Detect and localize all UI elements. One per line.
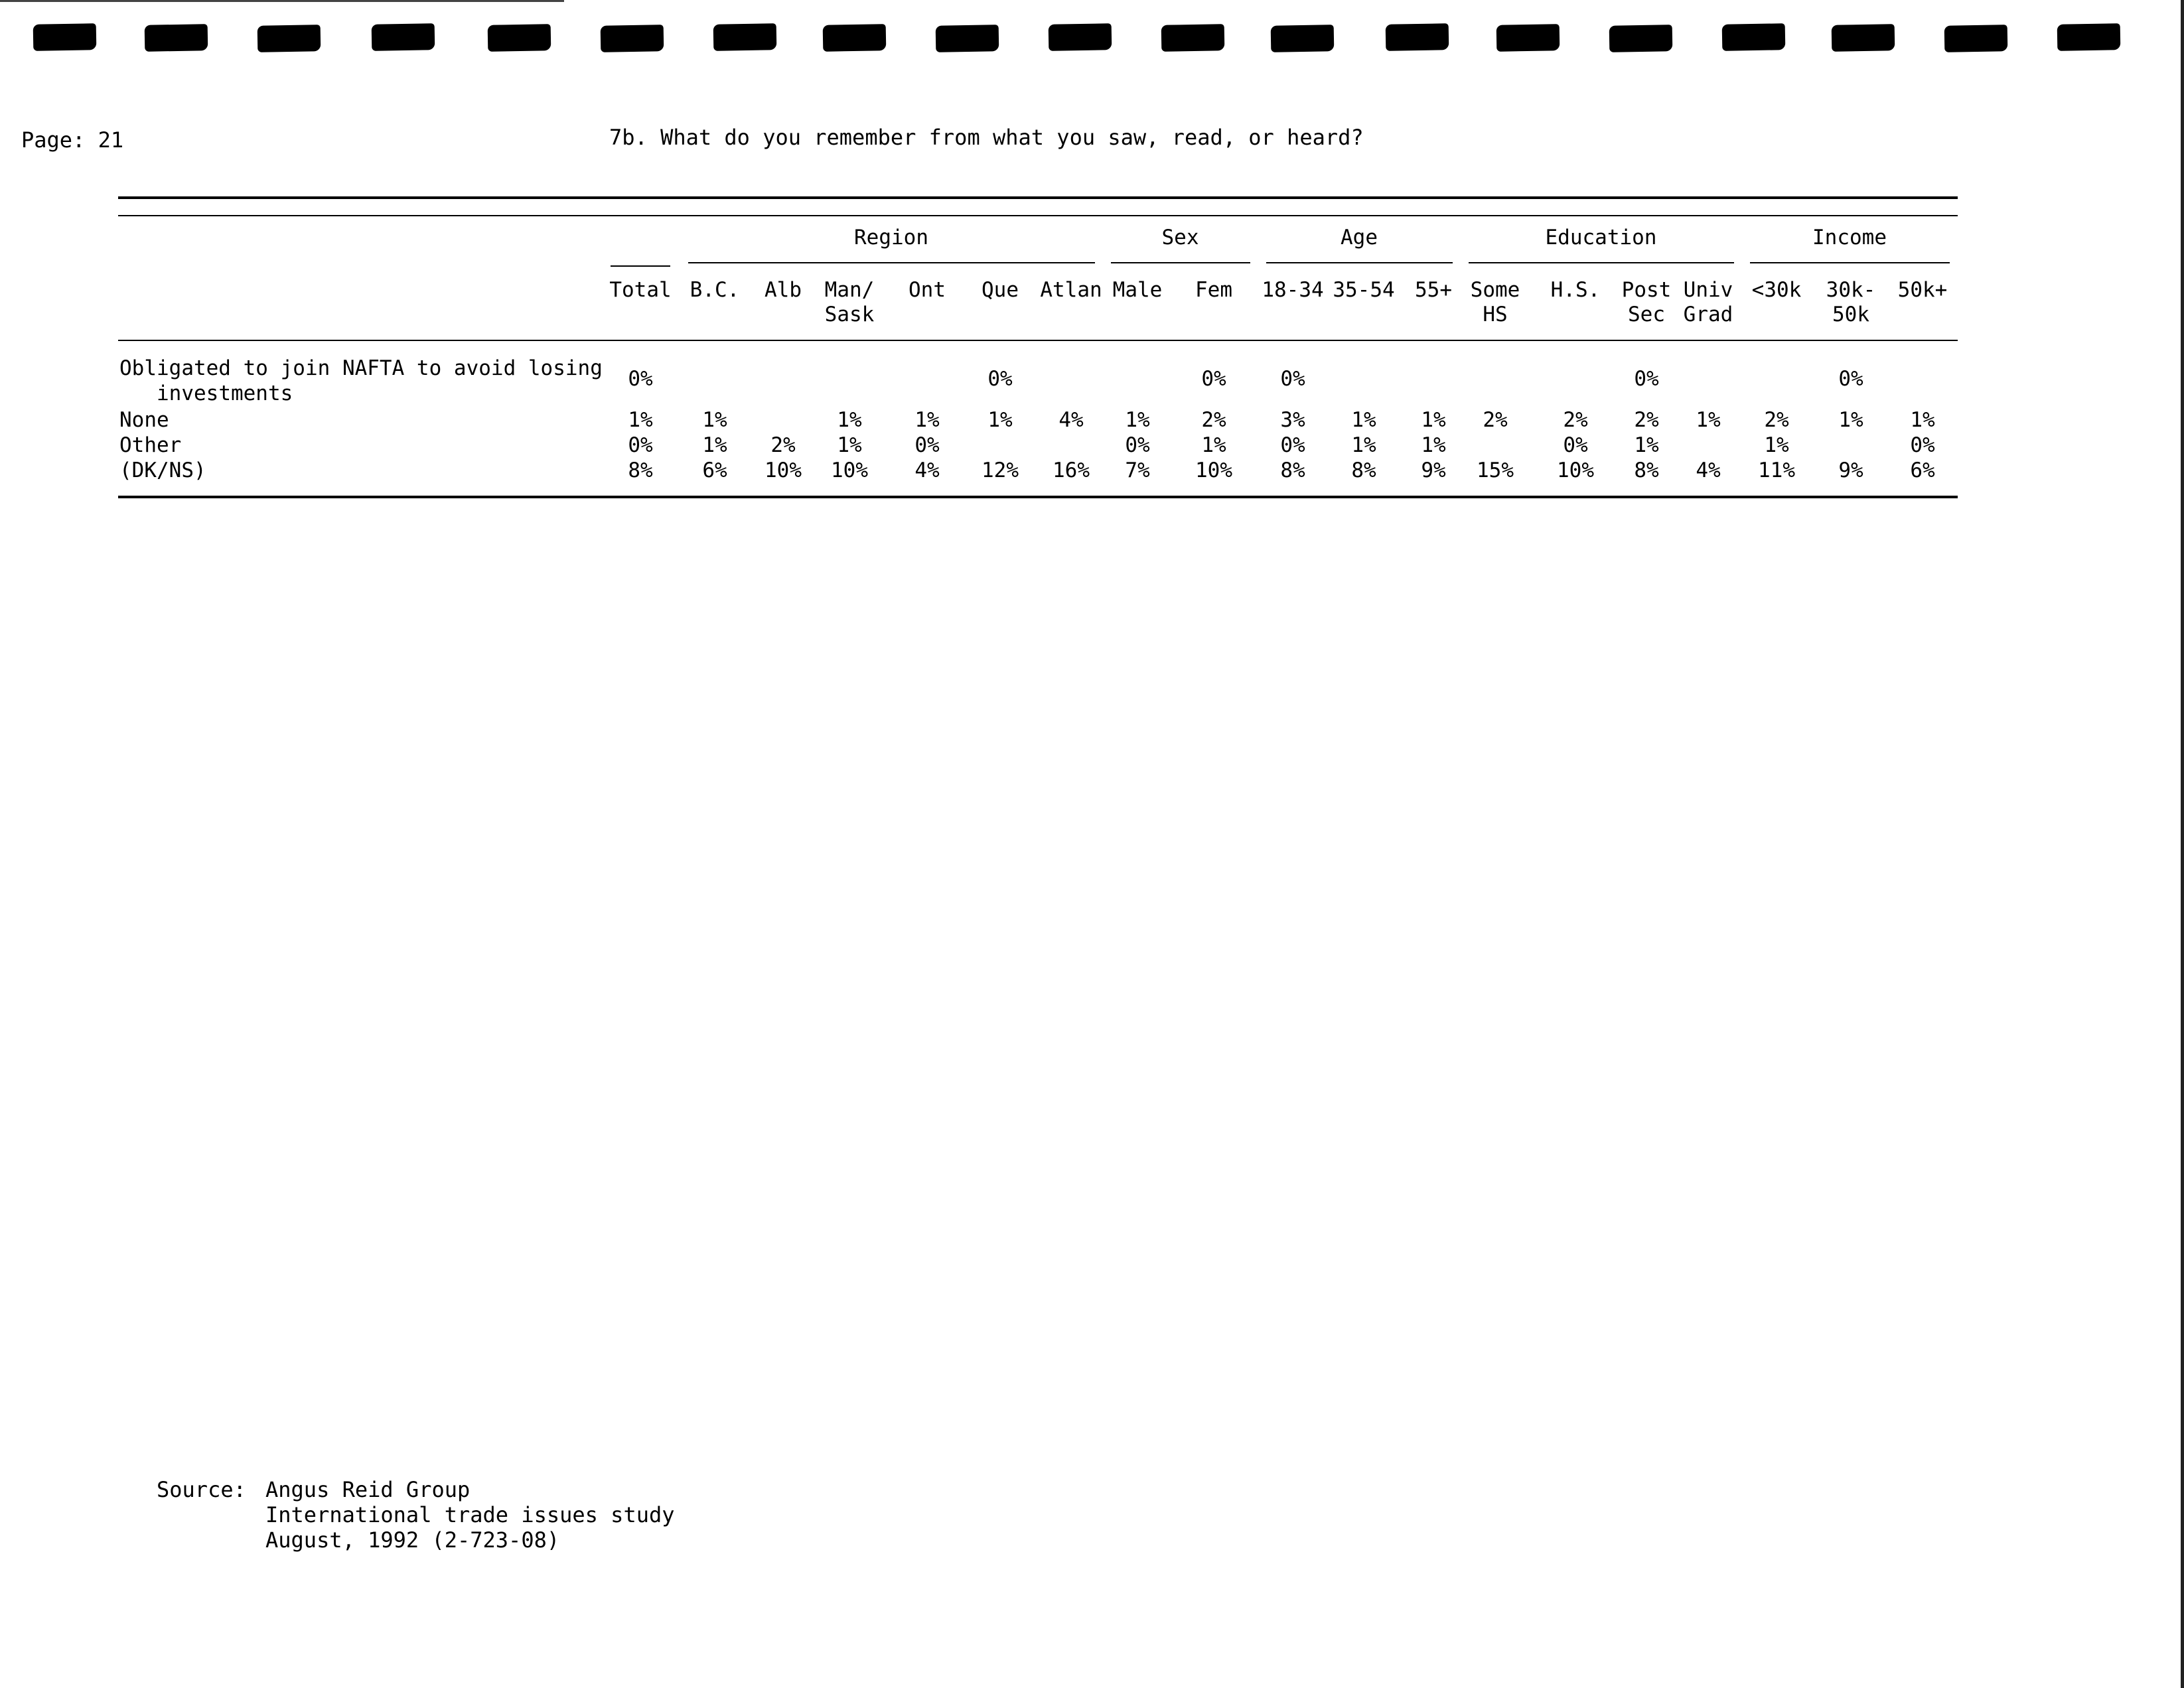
table-cell: 1% bbox=[628, 408, 653, 432]
group-underline bbox=[1111, 262, 1250, 263]
punch-hole bbox=[823, 24, 887, 52]
table-cell: 10% bbox=[764, 458, 802, 482]
column-header: Some HS bbox=[1470, 278, 1520, 326]
row-label: Other bbox=[119, 433, 182, 457]
punch-hole bbox=[601, 25, 664, 52]
punch-hole bbox=[713, 23, 777, 51]
page-number: Page: 21 bbox=[21, 127, 124, 153]
column-header: 50k+ bbox=[1897, 278, 1948, 302]
table-cell: 0% bbox=[1910, 433, 1935, 457]
table-cell: 6% bbox=[702, 458, 727, 482]
table-cell: 3% bbox=[1280, 408, 1305, 432]
punch-hole bbox=[372, 23, 435, 51]
column-header: Que bbox=[982, 278, 1019, 302]
column-header: Fem bbox=[1195, 278, 1232, 302]
punch-hole bbox=[1609, 25, 1673, 52]
column-header: Univ Grad bbox=[1683, 278, 1733, 326]
table-cell: 6% bbox=[1910, 458, 1935, 482]
column-header: Post Sec bbox=[1621, 278, 1672, 326]
table-cell: 9% bbox=[1838, 458, 1863, 482]
table-cell: 0% bbox=[628, 433, 653, 457]
table-cell: 1% bbox=[1421, 408, 1446, 432]
column-header: Alb bbox=[764, 278, 802, 302]
table-cell: 10% bbox=[1195, 458, 1232, 482]
punch-hole bbox=[257, 25, 321, 52]
punch-hole bbox=[145, 24, 208, 52]
table-cell: 0% bbox=[1280, 367, 1305, 391]
table-cell: 0% bbox=[1125, 433, 1150, 457]
table-cell: 1% bbox=[702, 433, 727, 457]
column-header: Man/ Sask bbox=[824, 278, 875, 326]
group-header-age: Age bbox=[1341, 226, 1378, 249]
table-cell: 1% bbox=[1125, 408, 1150, 432]
punch-hole bbox=[1049, 23, 1112, 51]
punch-hole bbox=[1271, 25, 1335, 52]
column-header: Atlan bbox=[1040, 278, 1102, 302]
row-label: Obligated to join NAFTA to avoid losing bbox=[119, 356, 603, 380]
punch-hole bbox=[1496, 24, 1560, 52]
table-cell: 1% bbox=[1910, 408, 1935, 432]
table-top-rule-2 bbox=[118, 215, 1958, 216]
source-label: Source: bbox=[157, 1477, 246, 1502]
punch-hole bbox=[936, 25, 999, 52]
table-cell: 4% bbox=[1058, 408, 1084, 432]
source-line-2: International trade issues study bbox=[265, 1502, 675, 1527]
group-header-income: Income bbox=[1812, 226, 1887, 249]
punch-hole bbox=[1944, 25, 2008, 52]
table-cell: 0% bbox=[987, 367, 1013, 391]
punch-hole bbox=[2057, 23, 2121, 51]
group-underline bbox=[1469, 262, 1734, 263]
table-cell: 4% bbox=[914, 458, 940, 482]
table-cell: 0% bbox=[1563, 433, 1588, 457]
table-cell: 1% bbox=[1838, 408, 1863, 432]
table-cell: 1% bbox=[987, 408, 1013, 432]
table-cell: 1% bbox=[837, 433, 862, 457]
table-cell: 8% bbox=[1634, 458, 1659, 482]
table-cell: 2% bbox=[770, 433, 796, 457]
table-cell: 0% bbox=[1634, 367, 1659, 391]
table-cell: 0% bbox=[1280, 433, 1305, 457]
table-cell: 8% bbox=[628, 458, 653, 482]
table-cell: 15% bbox=[1477, 458, 1514, 482]
table-cell: 2% bbox=[1201, 408, 1226, 432]
column-header: Male bbox=[1112, 278, 1163, 302]
group-header-education: Education bbox=[1545, 226, 1657, 249]
punch-hole bbox=[1722, 23, 1786, 51]
column-header: H.S. bbox=[1550, 278, 1601, 302]
column-header: 30k- 50k bbox=[1826, 278, 1876, 326]
column-header: 55+ bbox=[1415, 278, 1452, 302]
table-cell: 0% bbox=[914, 433, 940, 457]
table-cell: 10% bbox=[1557, 458, 1594, 482]
table-cell: 1% bbox=[914, 408, 940, 432]
right-page-edge bbox=[2181, 0, 2184, 1688]
table-cell: 1% bbox=[837, 408, 862, 432]
column-header: Total bbox=[609, 278, 672, 302]
table-cell: 2% bbox=[1634, 408, 1659, 432]
row-label: None bbox=[119, 408, 169, 432]
table-cell: 1% bbox=[1351, 433, 1376, 457]
source-line-3: August, 1992 (2-723-08) bbox=[265, 1527, 560, 1553]
table-cell: 11% bbox=[1758, 458, 1795, 482]
table-cell: 1% bbox=[702, 408, 727, 432]
table-cell: 16% bbox=[1053, 458, 1090, 482]
table-cell: 12% bbox=[982, 458, 1019, 482]
table-cell: 7% bbox=[1125, 458, 1150, 482]
table-top-rule bbox=[118, 196, 1958, 199]
column-header: 35-54 bbox=[1333, 278, 1395, 302]
top-edge-line bbox=[0, 0, 564, 2]
punch-hole bbox=[1386, 23, 1449, 51]
table-cell: 8% bbox=[1280, 458, 1305, 482]
table-cell: 0% bbox=[1201, 367, 1226, 391]
column-header: Ont bbox=[909, 278, 946, 302]
row-label: (DK/NS) bbox=[119, 458, 206, 482]
table-cell: 1% bbox=[1351, 408, 1376, 432]
column-header: 18-34 bbox=[1262, 278, 1324, 302]
group-header-sex: Sex bbox=[1161, 226, 1199, 249]
punch-hole bbox=[33, 23, 97, 51]
total-underline bbox=[611, 265, 670, 267]
source-line-1: Angus Reid Group bbox=[265, 1477, 471, 1502]
table-cell: 1% bbox=[1764, 433, 1789, 457]
table-cell: 0% bbox=[1838, 367, 1863, 391]
table-cell: 2% bbox=[1764, 408, 1789, 432]
group-underline bbox=[1266, 262, 1453, 263]
header-bottom-rule bbox=[118, 340, 1958, 341]
punch-hole bbox=[488, 24, 551, 52]
table-cell: 8% bbox=[1351, 458, 1376, 482]
group-underline bbox=[688, 262, 1095, 263]
row-label: investments bbox=[157, 382, 293, 405]
table-cell: 1% bbox=[1421, 433, 1446, 457]
table-cell: 1% bbox=[1696, 408, 1721, 432]
table-cell: 10% bbox=[831, 458, 868, 482]
column-header: <30k bbox=[1751, 278, 1802, 302]
column-header: B.C. bbox=[690, 278, 740, 302]
table-cell: 1% bbox=[1634, 433, 1659, 457]
table-cell: 1% bbox=[1201, 433, 1226, 457]
group-header-region: Region bbox=[854, 226, 928, 249]
table-cell: 2% bbox=[1483, 408, 1508, 432]
table-bottom-rule bbox=[118, 496, 1958, 498]
punch-hole bbox=[1832, 24, 1895, 52]
group-underline bbox=[1750, 262, 1950, 263]
table-cell: 9% bbox=[1421, 458, 1446, 482]
table-cell: 0% bbox=[628, 367, 653, 391]
table-cell: 4% bbox=[1696, 458, 1721, 482]
binder-punch-holes bbox=[0, 0, 2184, 73]
table-cell: 2% bbox=[1563, 408, 1588, 432]
punch-hole bbox=[1161, 24, 1225, 52]
question-title: 7b. What do you remember from what you saw, read, or heard? bbox=[609, 125, 1364, 150]
